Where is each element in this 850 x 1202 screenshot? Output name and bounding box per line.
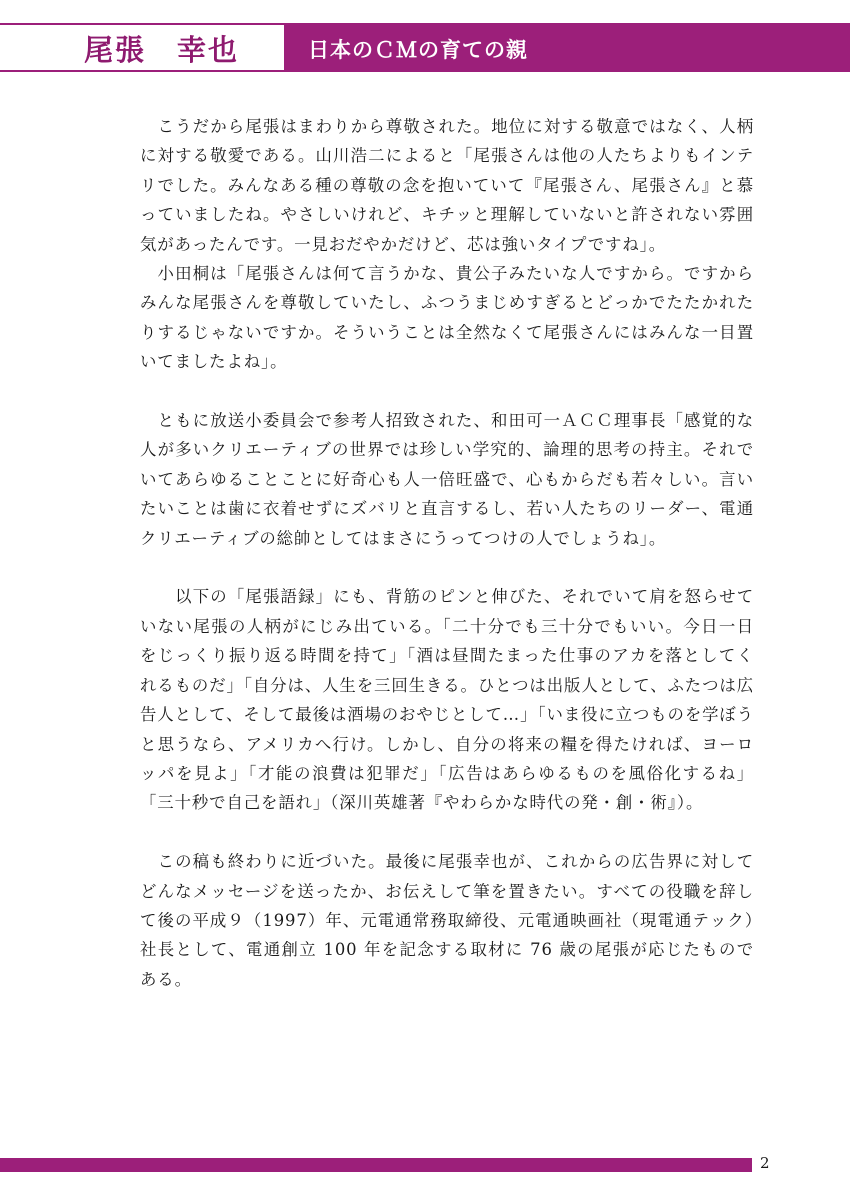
- paragraph-respect: こうだから尾張はまわりから尊敬された。地位に対する敬意ではなく、人柄に対する敬愛である。山川浩二によると「尾張さんは他の人たちよりもインテリでした。みんなある種の尊敬の念を抱いていて『尾張さん、尾張さん』と慕っていましたね。やさしいけれど、キチッと理解していないと許されない雰囲気があったんです。一見おだやかだけど、芯は強いタイプですね」。: [140, 117, 754, 254]
- author-name: 尾張 幸也: [84, 33, 240, 67]
- footer-rule: [0, 1158, 752, 1172]
- page-header: [0, 0, 850, 80]
- page-number: 2: [760, 1154, 770, 1172]
- paragraph-wada: ともに放送小委員会で参考人招致された、和田可一ＡＣＣ理事長「感覚的な人が多いクリエーティブの世界では珍しい学究的、論理的思考の持主。それでいてあらゆることことに好奇心も人一倍旺盛で、心もからだも若々しい。言いたいことは歯に衣着せずにズバリと直言するし、若い人たちのリーダー、電通クリエーティブの総帥としてはまさにうってつけの人でしょうね」。: [140, 411, 754, 548]
- header-title-band: [284, 25, 850, 70]
- paragraph-closing: この稿も終わりに近づいた。最後に尾張幸也が、これからの広告界に対してどんなメッセージを送ったか、お伝えして筆を置きたい。すべての役職を辞して後の平成９（1997）年、元電通常務取締役、元電通映画社（現電通テック）社長として、電通創立 100 年を記念する取材に 76 歳の尾張が応じたものである。: [140, 852, 754, 989]
- header-bottom-rule: [0, 70, 850, 72]
- paragraph-gap: [140, 377, 754, 406]
- paragraph-gap: [140, 553, 754, 582]
- paragraph-odagiri: 小田桐は「尾張さんは何て言うかな、貴公子みたいな人ですから。ですからみんな尾張さんを尊敬していたし、ふつうまじめすぎるとどっかでたたかれたりするじゃないですか。そういうことは全然なくて尾張さんにはみんな一目置いてましたよね」。: [140, 264, 754, 372]
- body-text: [140, 112, 754, 994]
- paragraph-quotes: 以下の「尾張語録」にも、背筋のピンと伸びた、それでいて肩を怒らせていない尾張の人柄がにじみ出ている。「二十分でも三十分でもいい。今日一日をじっくり振り返る時間を持て」「酒は昼間たまった仕事のアカを落としてくれるものだ」「自分は、人生を三回生きる。ひとつは出版人として、ふたつは広告人として、そして最後は酒場のおやじとして…」「いま役に立つものを学ぼうと思うなら、アメリカへ行け。しかし、自分の将来の糧を得たければ、ヨーロッパを見よ」「才能の浪費は犯罪だ」「広告はあらゆるものを風俗化するね」「三十秒で自己を語れ」（深川英雄著『やわらかな時代の発・創・術』）。: [140, 587, 754, 813]
- chapter-title: 日本のＣＭの育ての親: [308, 38, 528, 62]
- paragraph-gap: [140, 818, 754, 847]
